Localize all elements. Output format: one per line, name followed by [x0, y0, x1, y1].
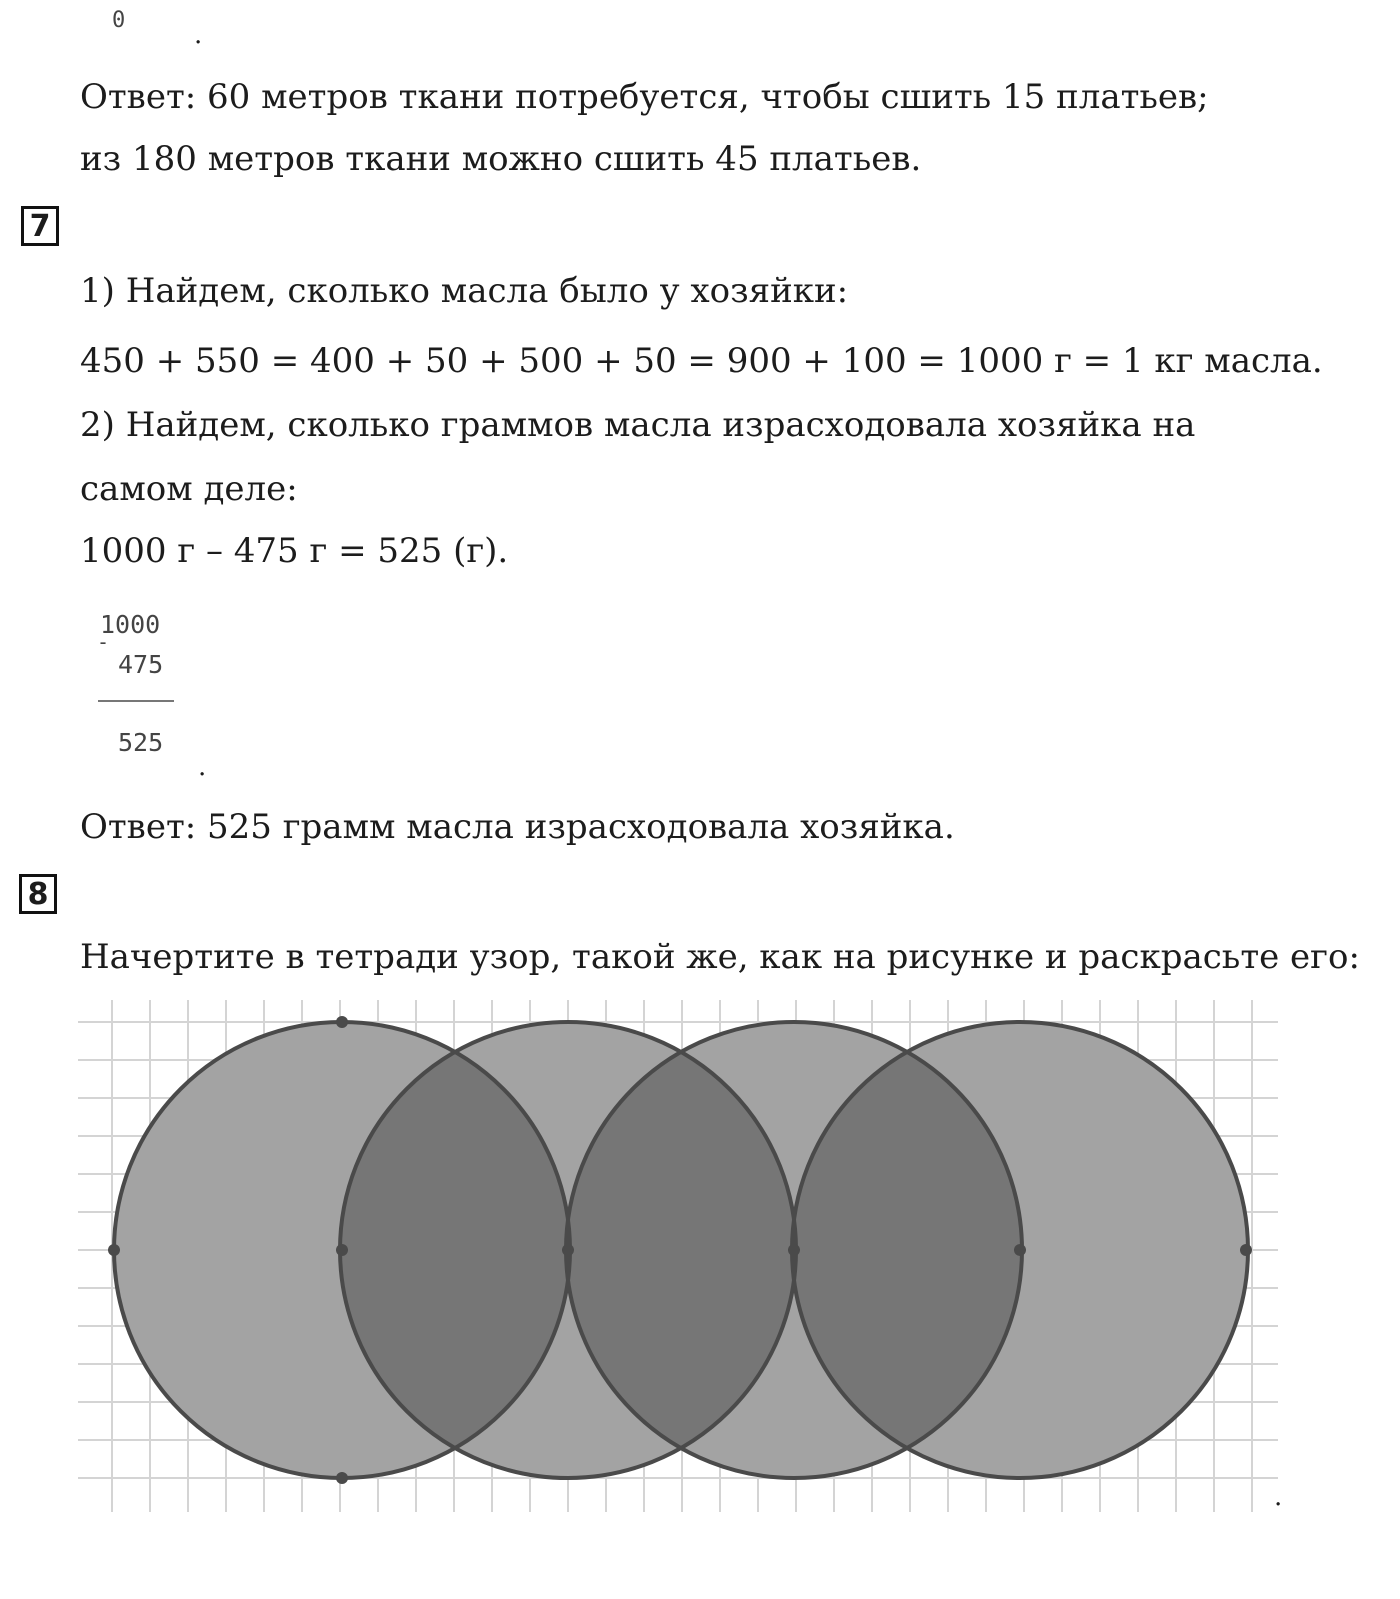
task-8-text: Начертите в тетради узор, такой же, как на рисунке и раскрасьте его:	[80, 937, 1360, 977]
column-dot: .	[198, 752, 207, 782]
task-7-step-2-line-2: самом деле:	[80, 469, 298, 509]
task-7-step-2-line-1: 2) Найдем, сколько граммов масла израсходовала хозяйка на	[80, 405, 1196, 445]
point-right	[1240, 1244, 1252, 1256]
point-top	[336, 1016, 348, 1028]
circles-pattern-figure	[78, 1000, 1283, 1512]
answer-6-line-2: из 180 метров ткани можно сшить 45 платьев.	[80, 139, 922, 179]
answer-6-line-1: Ответ: 60 метров ткани потребуется, чтобы сшить 15 платьев;	[80, 77, 1209, 117]
task-7-answer: Ответ: 525 грамм масла израсходовала хозяйка.	[80, 807, 955, 847]
column-minus-sign: -	[97, 630, 110, 654]
point-center-2	[562, 1244, 574, 1256]
column-result: 525	[118, 728, 164, 757]
task-8-end-dot: .	[1274, 1482, 1283, 1512]
task-7-step-1: 1) Найдем, сколько масла было у хозяйки:	[80, 271, 849, 311]
task-7-equation-2: 1000 г – 475 г = 525 (г).	[80, 531, 509, 571]
point-center-3	[788, 1244, 800, 1256]
column-digit-zero: 0	[112, 8, 126, 33]
point-bottom	[336, 1472, 348, 1484]
column-rule	[98, 700, 174, 702]
column-end-dot: .	[194, 20, 203, 50]
column-subtrahend: 475	[118, 650, 164, 679]
point-center-1	[336, 1244, 348, 1256]
task-8-number: 8	[19, 874, 57, 914]
point-left	[108, 1244, 120, 1256]
point-center-4	[1014, 1244, 1026, 1256]
task-7-equation-1: 450 + 550 = 400 + 50 + 500 + 50 = 900 + 100 = 1000 г = 1 кг масла.	[80, 341, 1323, 381]
column-minuend: 1000	[100, 610, 161, 639]
task-7-number: 7	[21, 206, 59, 246]
